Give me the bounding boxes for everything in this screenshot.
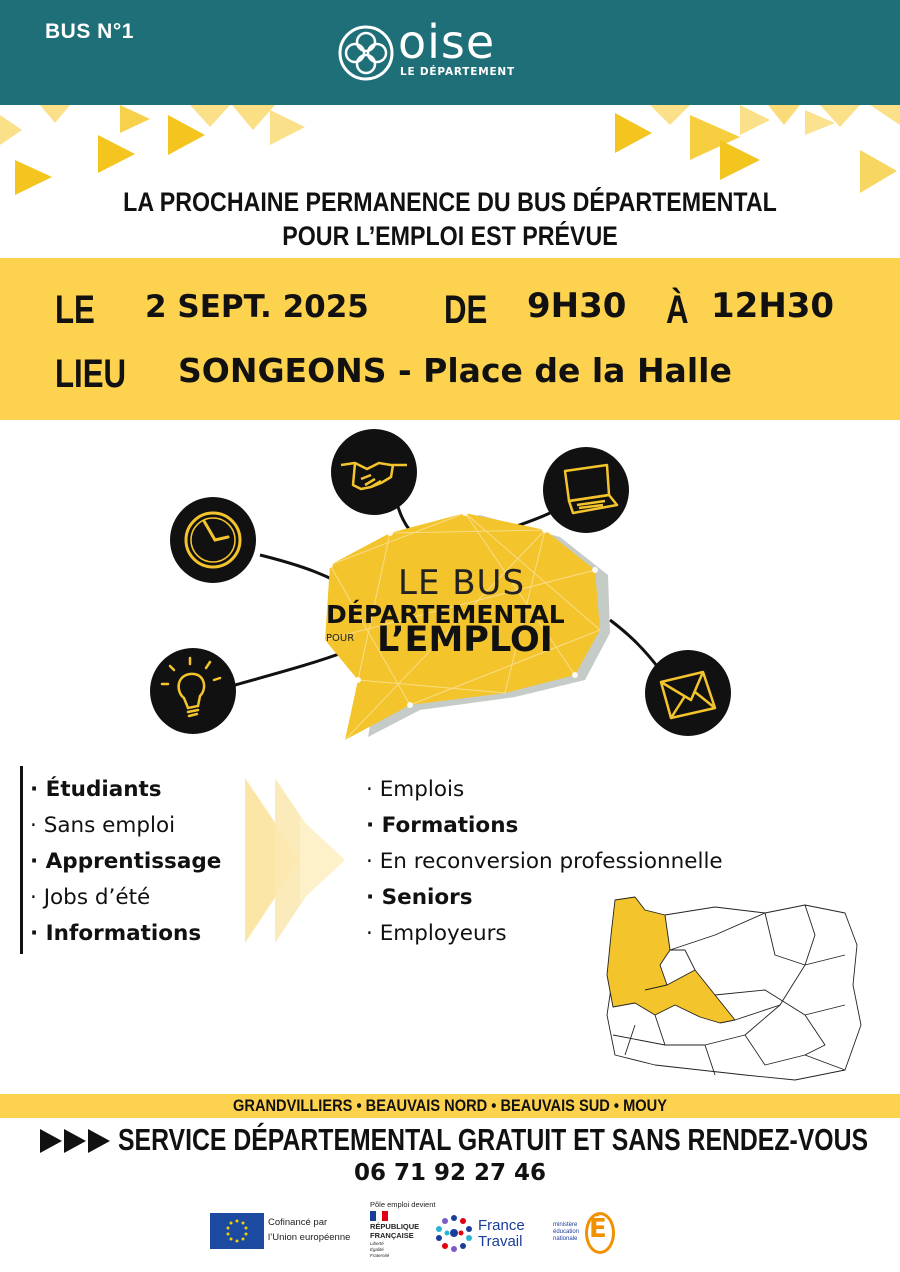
phone-number: 06 71 92 27 46 [353,1160,547,1186]
envelope-icon [645,650,731,736]
list-item: · Apprentissage [30,849,222,874]
date-label: LE [55,288,95,332]
france-travail-line-2: Travail [478,1233,523,1250]
time-to-label: À [666,288,689,332]
place-label: LIEU [55,352,127,396]
ministere-line-1: ministère [553,1222,578,1228]
ministere-line-2: éducation [553,1229,580,1235]
list-item: · Formations [366,813,519,838]
oise-logo-icon [337,24,395,82]
bus-logo-line-3: L’EMPLOI [377,620,553,660]
ministere-line-3: nationale [553,1236,578,1242]
start-time: 9H30 [527,286,627,326]
republique-motto-1: Liberté [370,1241,384,1246]
list-divider [20,766,23,954]
decorative-triangles [0,105,900,200]
schedule-band [0,258,900,420]
list-item: · Sans emploi [30,813,176,838]
bus-logo-pour: POUR [326,633,355,644]
logo-subtitle: LE DÉPARTEMENT [400,66,515,78]
lightbulb-icon [150,648,236,734]
end-time: 12H30 [711,286,835,326]
list-item: · En reconversion professionnelle [366,849,723,874]
france-travail-logo-icon [433,1212,475,1254]
list-item: · Seniors [366,885,473,910]
eu-flag-icon [210,1213,264,1249]
list-item: · Emplois [366,777,465,802]
service-tagline: SERVICE DÉPARTEMENTAL GRATUIT ET SANS RENDEZ-VOUS [118,1122,869,1157]
republique-line-2: FRANÇAISE [370,1231,414,1240]
time-from-label: DE [444,288,488,332]
ministere-letter: É [589,1214,607,1244]
eu-text-2: l’Union européenne [268,1232,351,1243]
handshake-icon [331,429,417,515]
audience-list-left [30,772,221,952]
announcement-line-2: POUR L’EMPLOI EST PRÉVUE [282,221,618,251]
list-item: · Employeurs [366,921,507,946]
republique-line-1: RÉPUBLIQUE [370,1222,420,1231]
bus-logo-line-2: DÉPARTEMENTAL [326,600,565,629]
triple-arrow-icon [40,1127,112,1155]
pole-emploi-note: Pôle emploi devient [370,1200,436,1209]
event-date: 2 SEPT. 2025 [145,289,369,325]
republique-motto-3: Fraternité [370,1253,390,1258]
towns-list: GRANDVILLIERS • BEAUVAIS NORD • BEAUVAIS SUD • MOUY [233,1096,667,1115]
arrow-chevrons-decoration [245,778,355,943]
announcement-line-1: LA PROCHAINE PERMANENCE DU BUS DÉPARTEMENTAL [123,187,777,217]
french-flag-icon [370,1211,388,1221]
republique-motto-2: Égalité [370,1247,384,1252]
list-item: · Informations [30,921,202,946]
laptop-icon [543,447,629,533]
clock-icon [170,497,256,583]
oise-department-map [605,895,865,1085]
list-item: · Jobs d’été [30,885,151,910]
bus-number: BUS N°1 [45,20,134,43]
bus-logo-line-1: LE BUS [398,563,526,603]
list-item: · Étudiants [30,777,162,802]
france-travail-line-1: France [478,1217,525,1234]
event-place: SONGEONS - Place de la Halle [178,351,732,390]
eu-text-1: Cofinancé par [268,1217,328,1228]
logo-wordmark: oise [398,15,496,69]
